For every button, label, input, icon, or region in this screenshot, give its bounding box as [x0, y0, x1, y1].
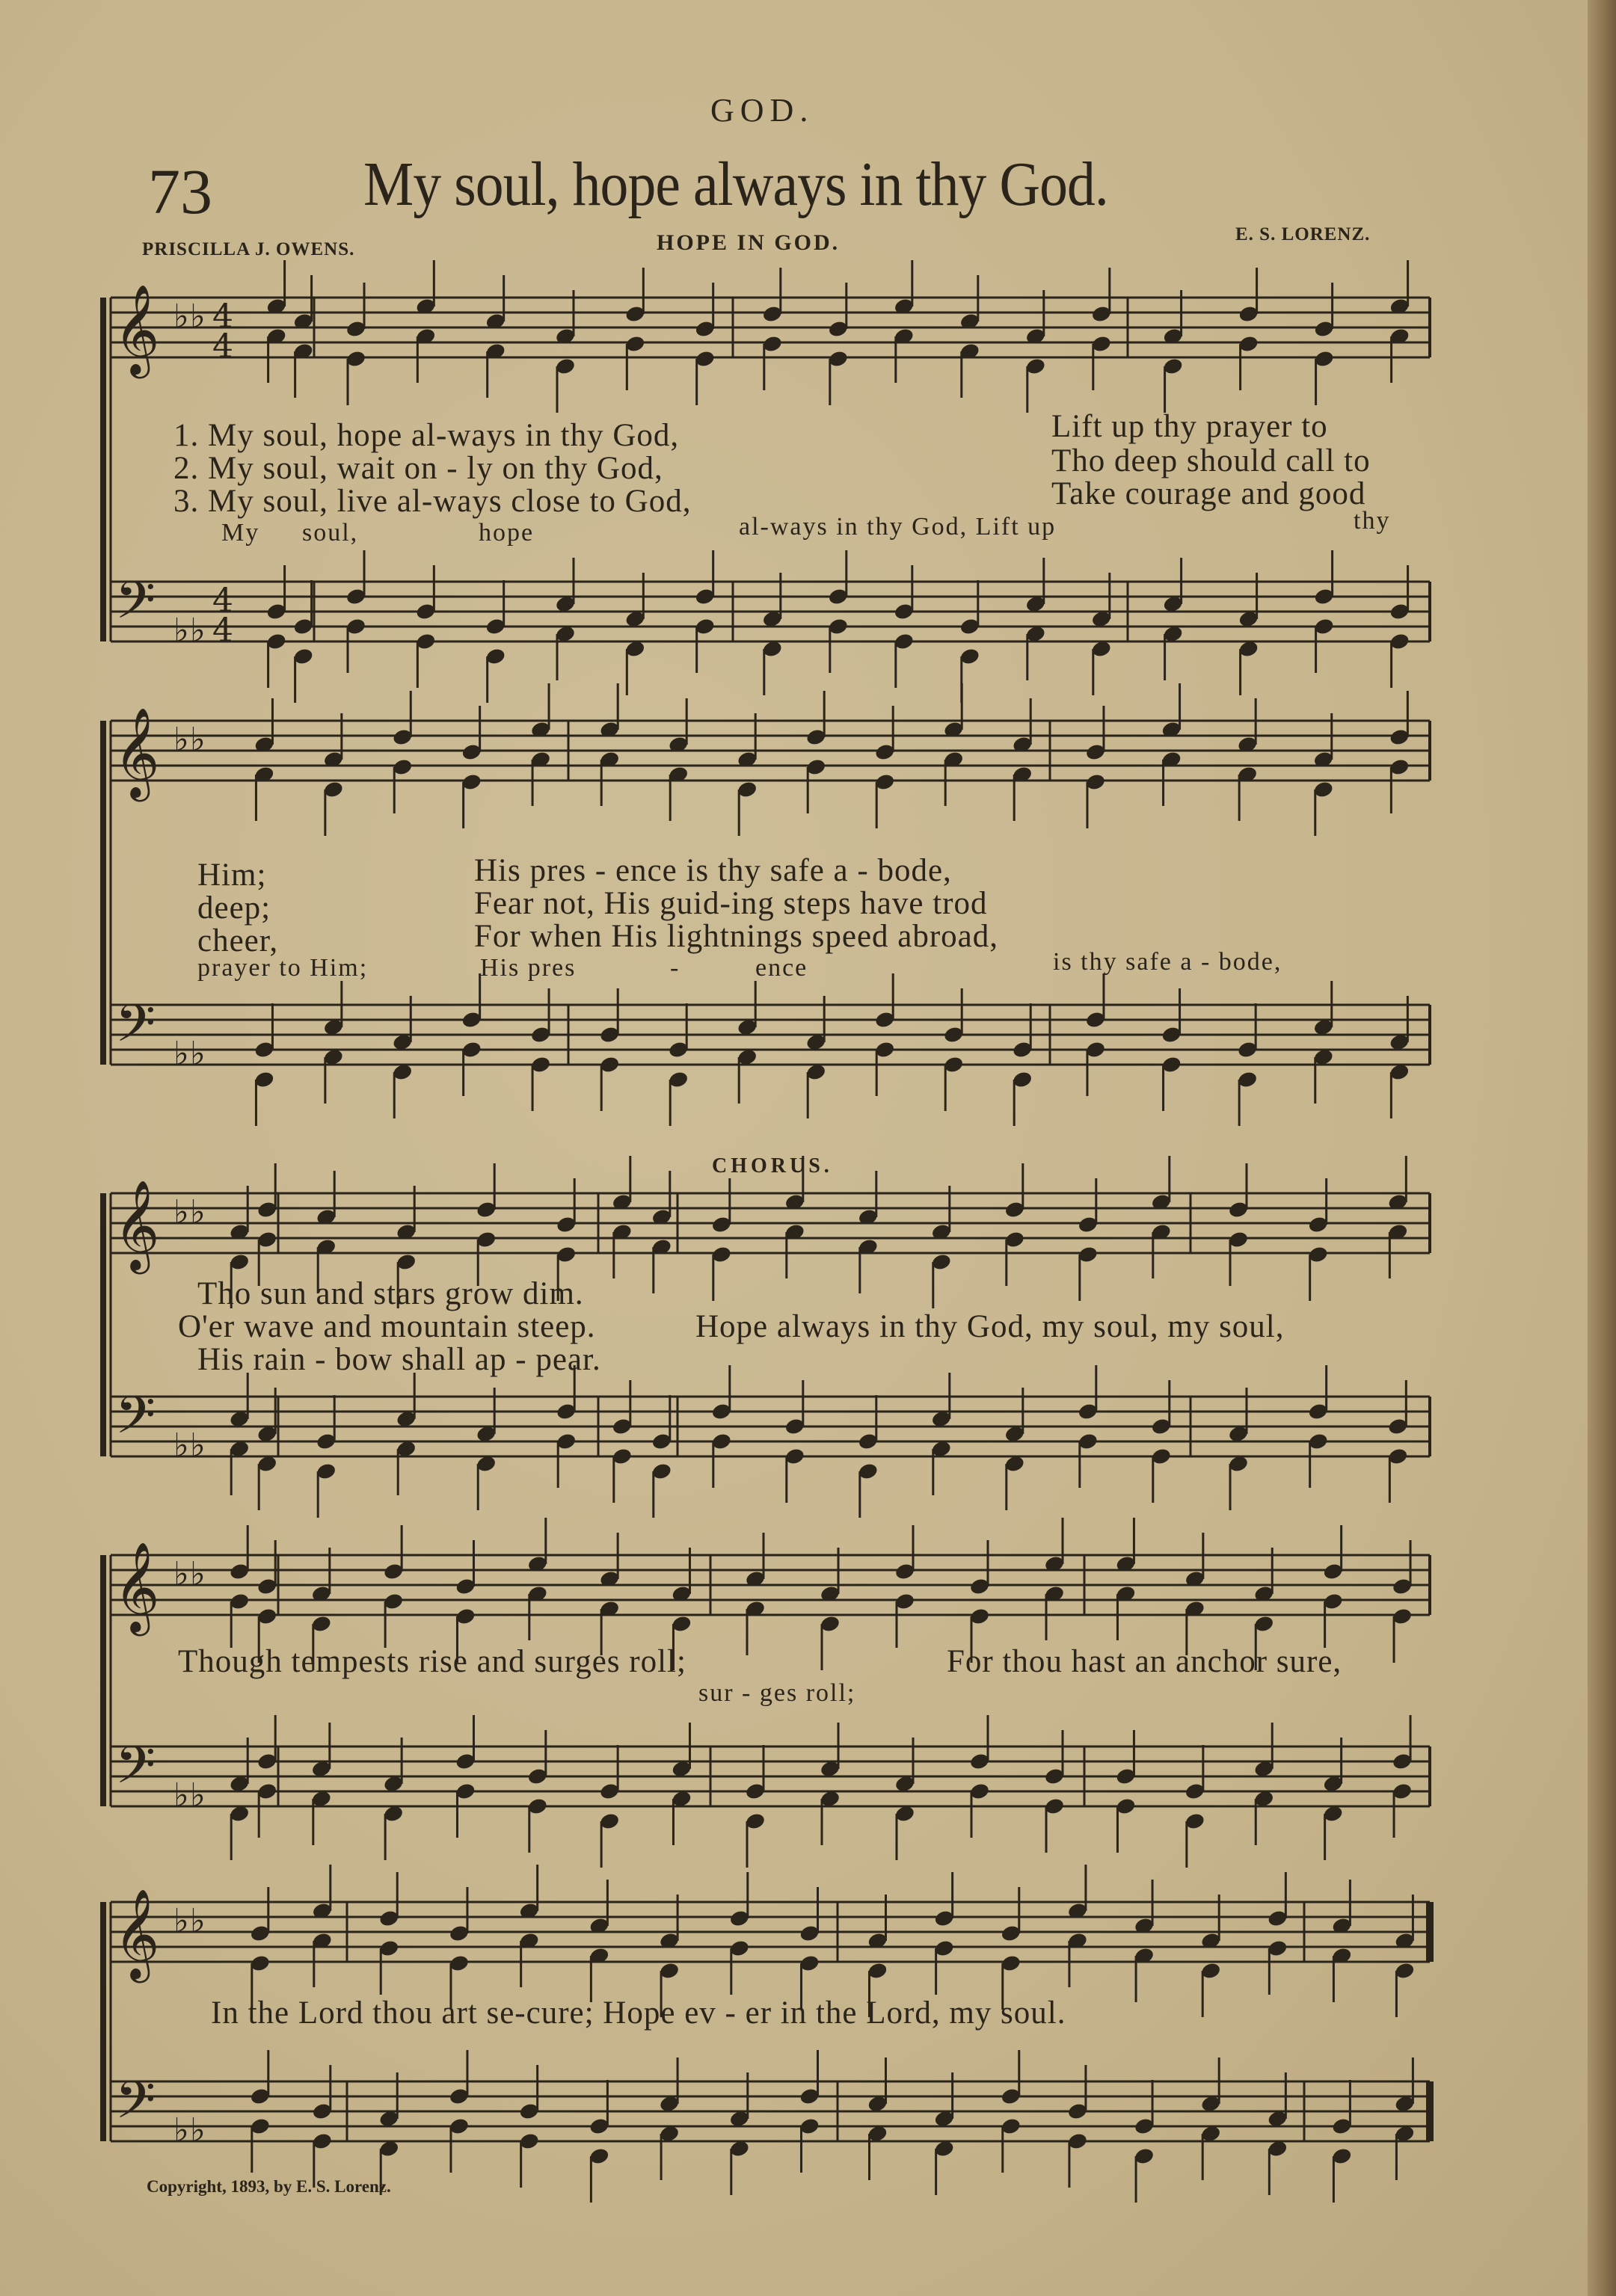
bass-clef: 𝄢: [115, 993, 156, 1066]
treble-clef: 𝄞: [114, 283, 160, 375]
key-signature-flat: ♭: [190, 612, 206, 650]
chorus-label: CHORUS.: [712, 1154, 833, 1178]
verse3-line3: His rain - bow shall ap - pear.: [197, 1342, 601, 1377]
key-signature-flat: ♭: [190, 1426, 206, 1465]
key-signature-flat: ♭: [190, 1902, 206, 1940]
bass-lyric-safe-abode: is thy safe a - bode,: [1053, 948, 1282, 976]
key-signature-flat: ♭: [173, 298, 189, 336]
bass-lyric-my: My: [221, 519, 260, 547]
hymn-number: 73: [148, 156, 212, 227]
chorus-line3: In the Lord thou art se-cure; Hope ev - er in the Lord, my soul.: [211, 1995, 1066, 2031]
bass-lyric-ence: ence: [755, 954, 808, 982]
verse1-line2: His pres - ence is thy safe a - bode,: [474, 853, 952, 888]
verse1-line2-start: Him;: [197, 858, 267, 893]
bass-lyric-thy: thy: [1354, 507, 1391, 535]
verse3-line1-end: Take courage and good: [1051, 476, 1366, 511]
key-signature-flat: ♭: [173, 721, 189, 759]
key-signature-flat: ♭: [173, 2111, 189, 2149]
time-signature: 4: [212, 327, 233, 366]
time-signature: 4: [212, 612, 233, 650]
key-signature-flat: ♭: [173, 1193, 189, 1231]
bass-clef: 𝄢: [115, 570, 156, 643]
hymn-title: My soul, hope always in thy God.: [363, 150, 1108, 219]
key-signature-flat: ♭: [173, 612, 189, 650]
key-signature-flat: ♭: [190, 1193, 206, 1231]
key-signature-flat: ♭: [190, 2111, 206, 2149]
verse3-line2: For when His lightnings speed abroad,: [474, 919, 999, 954]
verse3-line2-start: cheer,: [197, 923, 279, 958]
treble-clef: 𝄞: [114, 1179, 160, 1270]
key-signature-flat: ♭: [173, 1902, 189, 1940]
bass-lyric-prayer: prayer to Him;: [197, 954, 369, 982]
key-signature-flat: ♭: [190, 1776, 206, 1815]
verse2-line2: Fear not, His guid-ing steps have trod: [474, 886, 988, 921]
verse1-line1-start: 1. My soul, hope al-ways in thy God,: [173, 418, 680, 453]
key-signature-flat: ♭: [173, 1776, 189, 1815]
bass-lyric-surges: sur - ges roll;: [698, 1679, 856, 1707]
verse2-line1-start: 2. My soul, wait on - ly on thy God,: [173, 451, 663, 486]
key-signature-flat: ♭: [173, 1426, 189, 1465]
treble-clef: 𝄞: [114, 707, 160, 798]
verse3-line1-start: 3. My soul, live al-ways close to God,: [173, 484, 692, 519]
tune-name: HOPE IN GOD.: [657, 230, 841, 255]
bass-lyric-always: al-ways in thy God, Lift up: [739, 513, 1057, 541]
chorus-line2-a: Though tempests rise and surges roll;: [178, 1644, 686, 1679]
bass-lyric-his-pres: His pres: [480, 954, 577, 982]
chorus-line2-b: For thou hast an anchor sure,: [947, 1644, 1342, 1679]
bass-lyric-soul: soul,: [302, 519, 359, 547]
author-credit: PRISCILLA J. OWENS.: [142, 239, 355, 259]
treble-clef: 𝄞: [114, 1541, 160, 1632]
verse2-line2-start: deep;: [197, 890, 271, 926]
verse1-line1-end: Lift up thy prayer to: [1051, 409, 1328, 444]
verse2-line3: O'er wave and mountain steep.: [178, 1309, 596, 1344]
bass-clef: 𝄢: [115, 1385, 156, 1458]
key-signature-flat: ♭: [173, 1555, 189, 1593]
key-signature-flat: ♭: [173, 1035, 189, 1073]
time-signature: 4: [212, 582, 233, 620]
key-signature-flat: ♭: [190, 1555, 206, 1593]
key-signature-flat: ♭: [190, 298, 206, 336]
verse1-line3: Tho sun and stars grow dim.: [197, 1276, 584, 1311]
verse2-line1-end: Tho deep should call to: [1051, 443, 1371, 478]
treble-clef: 𝄞: [114, 1888, 160, 1979]
key-signature-flat: ♭: [190, 721, 206, 759]
bass-lyric-hyphen: -: [670, 954, 680, 982]
section-heading: GOD.: [710, 92, 814, 129]
copyright-notice: Copyright, 1893, by E. S. Lorenz.: [147, 2177, 391, 2196]
time-signature: 4: [212, 298, 233, 336]
chorus-line1: Hope always in thy God, my soul, my soul,: [695, 1309, 1285, 1344]
composer-credit: E. S. LORENZ.: [1235, 224, 1371, 244]
bass-clef: 𝄢: [115, 2069, 156, 2143]
bass-lyric-hope: hope: [479, 519, 535, 547]
key-signature-flat: ♭: [190, 1035, 206, 1073]
bass-clef: 𝄢: [115, 1735, 156, 1808]
